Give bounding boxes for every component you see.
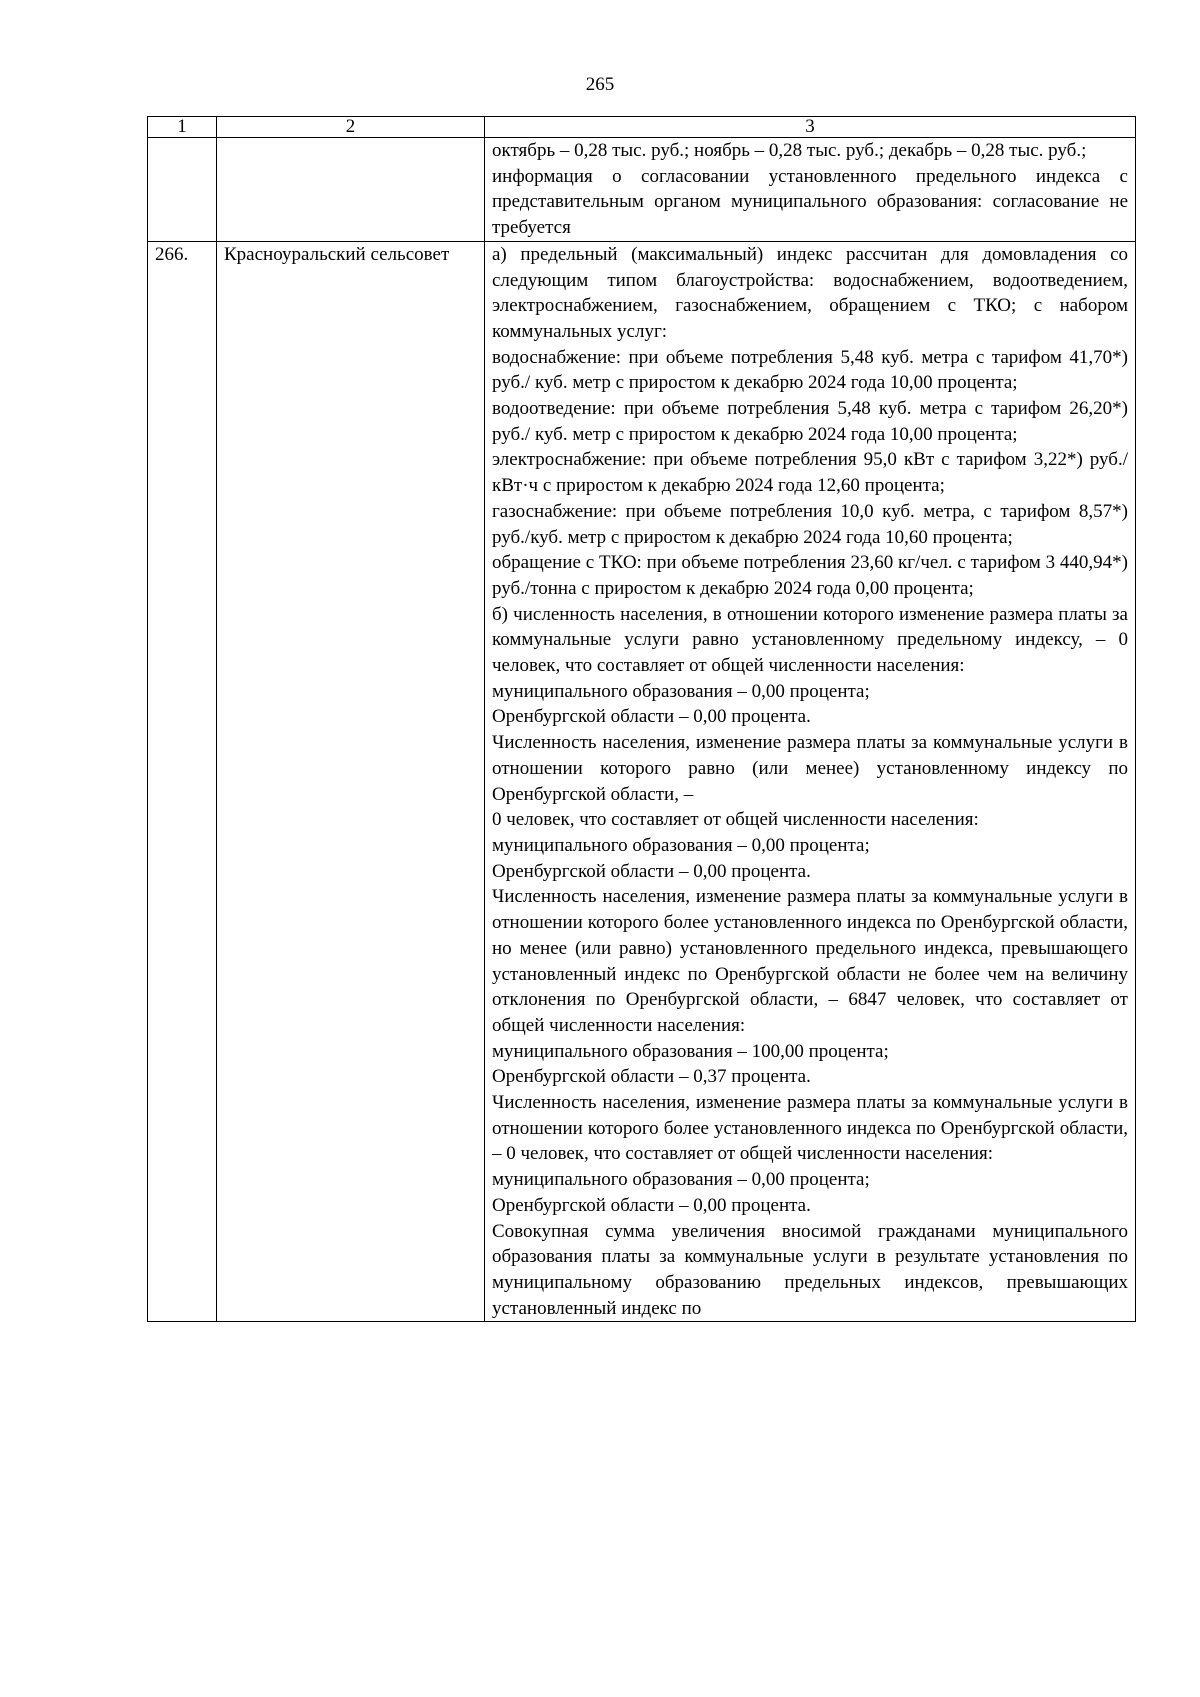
column-header-3: 3 [485, 117, 1136, 138]
municipality-name: Красноуральский сельсовет [217, 241, 485, 1322]
text-line: Оренбургской области – 0,00 процента. [492, 706, 811, 728]
continuation-text-cell [485, 138, 1136, 242]
text-line: б) численность населения, в отношении которого изменение размера платы за коммунальные услуги равно установленному предельному индексу, – 0 человек, что составляет от общей численности населения: [492, 603, 1128, 677]
continuation-number-cell [148, 138, 217, 242]
continuation-name-cell [217, 138, 485, 242]
table-row [148, 241, 1136, 1322]
text-line: обращение с ТКО: при объеме потребления 23,60 кг/чел. с тарифом 3 440,94*) руб./тонна с приростом к декабрю 2024 года 0,00 процента; [492, 552, 1128, 599]
table-header-row [148, 117, 1136, 138]
column-header-1: 1 [148, 117, 217, 138]
text-line: газоснабжение: при объеме потребления 10,0 куб. метра, с тарифом 8,57*) руб./куб. метр с приростом к декабрю 2024 года 10,60 процента; [492, 500, 1128, 548]
text-line: муниципального образования – 0,00 процента; [492, 834, 870, 856]
text-line: муниципального образования – 100,00 процента; [492, 1040, 889, 1062]
text-line: Совокупная сумма увеличения вносимой гражданами муниципального образования платы за коммунальные услуги в результате установления по муниципальному образованию предельных индексов, превышающих установленный индекс по [492, 1220, 1128, 1319]
text-line: информация о согласовании установленного предельного индекса с представительным органом муниципального образования: согласование не требуется [492, 165, 1128, 239]
text-line: 0 человек, что составляет от общей численности населения: [492, 809, 979, 831]
text-line: водоснабжение: при объеме потребления 5,48 куб. метра с тарифом 41,70*) руб./ куб. метр с приростом к декабрю 2024 года 10,00 процента; [492, 346, 1128, 394]
text-line: Численность населения, изменение размера платы за коммунальные услуги в отношении которого более установленного индекса по Оренбургской области, но менее (или равно) установленного предельного индекса, превышающего установленный индекс по Оренбургской области не более чем на величину отклонения по Оренбургской области, – 6847 человек, что составляет от общей численности населения: [492, 886, 1128, 1036]
text-line: Оренбургской области – 0,37 процента. [492, 1066, 811, 1088]
page-number: 265 [585, 74, 615, 95]
row-number: 266. [148, 241, 217, 1322]
continuation-row [148, 138, 1136, 242]
text-line: электроснабжение: при объеме потребления 95,0 кВт с тарифом 3,22*) руб./кВт·ч с приростом к декабрю 2024 года 12,60 процента; [492, 449, 1128, 497]
column-header-2: 2 [217, 117, 485, 138]
text-line: водоотведение: при объеме потребления 5,48 куб. метра с тарифом 26,20*) руб./ куб. метр с приростом к декабрю 2024 года 10,00 процента; [492, 398, 1128, 445]
text-line: Численность населения, изменение размера платы за коммунальные услуги в отношении которого равно (или менее) установленному индексу по Оренбургской области, – [492, 732, 1128, 805]
index-table [147, 116, 1136, 1322]
text-line: Численность населения, изменение размера платы за коммунальные услуги в отношении которого более установленного индекса по Оренбургской области, – 0 человек, что составляет от общей численности населения: [492, 1092, 1128, 1165]
text-line: октябрь – 0,28 тыс. руб.; ноябрь – 0,28 тыс. руб.; декабрь – 0,28 тыс. руб.; [492, 140, 1087, 161]
text-line: муниципального образования – 0,00 процента; [492, 1169, 870, 1191]
text-line: муниципального образования – 0,00 процента; [492, 680, 870, 702]
text-line: а) предельный (максимальный) индекс рассчитан для домовладения со следующим типом благоустройства: водоснабжением, водоотведением, электроснабжением, газоснабжением, обращением с ТКО; с набором коммунальных услуг: [492, 243, 1128, 342]
row-description [485, 241, 1136, 1322]
text-line: Оренбургской области – 0,00 процента. [492, 860, 811, 882]
text-line: Оренбургской области – 0,00 процента. [492, 1194, 811, 1216]
